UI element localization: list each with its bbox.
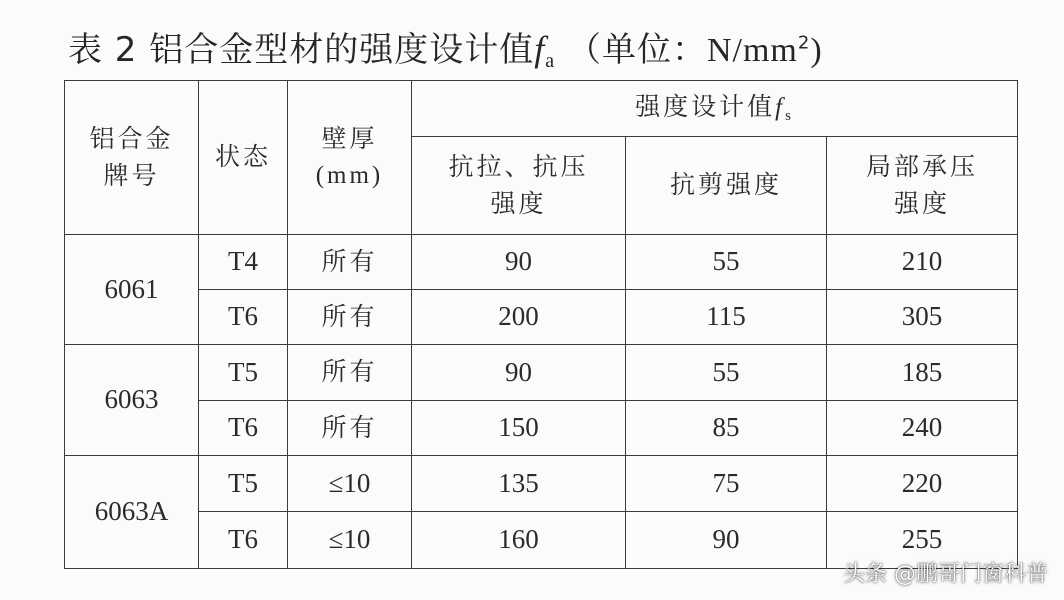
header-tension-line2: 强度 [490, 188, 547, 218]
shear-cell: 55 [626, 235, 827, 290]
header-thickness-unit: (mm) [315, 161, 384, 189]
tension-cell: 200 [412, 290, 626, 345]
tension-cell: 90 [412, 345, 626, 401]
thickness-cell: 所有 [288, 401, 412, 456]
shear-cell: 75 [626, 456, 827, 512]
state-cell: T6 [199, 401, 288, 456]
header-thickness-line1: 壁厚 [321, 124, 378, 154]
caption-unit-open: （单位： [566, 30, 707, 70]
shear-cell: 55 [626, 345, 827, 401]
table-row [65, 345, 1018, 401]
tension-cell: 90 [412, 235, 626, 290]
header-alloy-line1: 铝合金 [89, 124, 174, 154]
caption-unit: N/mm [706, 32, 798, 69]
caption-symbol-subscript: a [545, 50, 556, 72]
table-row [65, 401, 1018, 456]
header-design-symbol: f [775, 94, 786, 122]
bearing-cell: 210 [827, 235, 1018, 290]
header-bearing-line1: 局部承压 [866, 152, 979, 182]
state-cell: T4 [199, 235, 288, 290]
caption-unit-sup: 2 [797, 32, 811, 54]
header-state: 状态 [199, 81, 288, 235]
header-tension [412, 137, 626, 235]
header-design-subscript: s [785, 108, 794, 125]
header-bearing-line2: 强度 [894, 188, 951, 218]
thickness-cell: ≤10 [288, 512, 412, 569]
bearing-cell: 185 [827, 345, 1018, 401]
alloy-cell: 6061 [65, 235, 199, 345]
tension-cell: 150 [412, 401, 626, 456]
alloy-cell: 6063A [65, 456, 199, 569]
bearing-cell: 305 [827, 290, 1018, 345]
table-caption [68, 22, 823, 73]
caption-unit-close: ) [810, 32, 823, 69]
state-cell: T6 [199, 290, 288, 345]
bearing-cell: 255 [827, 512, 1018, 569]
thickness-cell: 所有 [288, 235, 412, 290]
state-cell: T6 [199, 512, 288, 569]
caption-text: 表 2 铝合金型材的强度设计值 [68, 30, 535, 70]
shear-cell: 115 [626, 290, 827, 345]
table-row [65, 235, 1018, 290]
shear-cell: 85 [626, 401, 827, 456]
table-row [65, 456, 1018, 512]
alloy-cell: 6063 [65, 345, 199, 456]
strength-table [64, 80, 1018, 569]
source-watermark: 头条 @鹏哥门窗科普 [843, 562, 1048, 587]
thickness-cell: 所有 [288, 290, 412, 345]
header-alloy-line2: 牌号 [103, 160, 160, 190]
shear-cell: 90 [626, 512, 827, 569]
state-cell: T5 [199, 345, 288, 401]
header-design-label: 强度设计值 [635, 92, 776, 122]
caption-symbol: f [534, 29, 546, 69]
table-row [65, 290, 1018, 345]
thickness-cell: ≤10 [288, 456, 412, 512]
header-alloy [65, 81, 199, 235]
bearing-cell: 220 [827, 456, 1018, 512]
header-design-value [412, 81, 1018, 137]
header-bearing [827, 137, 1018, 235]
tension-cell: 135 [412, 456, 626, 512]
thickness-cell: 所有 [288, 345, 412, 401]
header-shear: 抗剪强度 [626, 137, 827, 235]
state-cell: T5 [199, 456, 288, 512]
bearing-cell: 240 [827, 401, 1018, 456]
header-tension-line1: 抗拉、抗压 [448, 152, 589, 182]
header-row [65, 81, 1018, 137]
header-thickness [288, 81, 412, 235]
tension-cell: 160 [412, 512, 626, 569]
